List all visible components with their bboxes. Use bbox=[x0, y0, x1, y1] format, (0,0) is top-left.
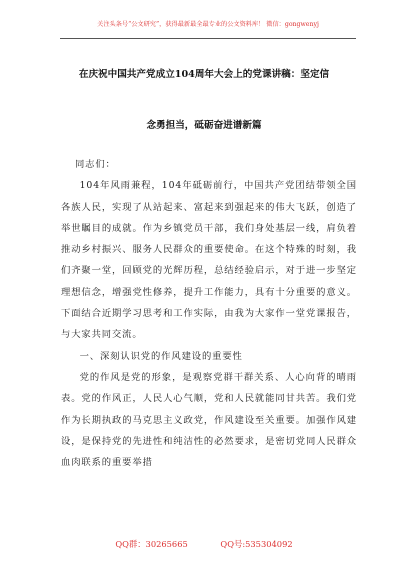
greeting: 同志们： bbox=[74, 159, 116, 170]
document-body bbox=[61, 154, 357, 473]
footer-qq-number: QQ号:535304092 bbox=[220, 539, 293, 549]
promo-header: 关注头条号“公文研究”，获得最新最全最专业的公文资料库！ 微信：gongwenyj bbox=[97, 21, 319, 28]
header-divider bbox=[60, 38, 356, 39]
footer-contact bbox=[0, 538, 408, 550]
section-heading-1: 一、深刻认识党的作风建设的重要性 bbox=[79, 350, 243, 362]
document-title-line-2: 念勇担当，砥砺奋进谱新篇 bbox=[146, 120, 262, 131]
paragraph-intro: 104年风雨兼程，104年砥砺前行，中国共产党团结带领全国各族人民，实现了从站起来、富起来到强起来的伟大飞跃，创造了举世瞩目的成就。作为乡镇党员干部，我们身处基层一线，肩负着推动乡村振兴、服务人民群众的重要使命。在这个特殊的时刻，我们齐聚一堂，回顾党的光辉历程，总结经验启示，对于进一步坚定理想信念，增强党性修养，提升工作能力，具有十分重要的意义。下面结合近期学习思考和工作实际，由我为大家作一堂党课报告，与大家共同交流。 bbox=[61, 180, 357, 341]
footer-qq-group: QQ群：30265665 bbox=[115, 539, 188, 549]
document-title-line-1: 在庆祝中国共产党成立104周年大会上的党课讲稿：坚定信 bbox=[78, 69, 330, 80]
paragraph-section-1: 党的作风是党的形象，是观察党群干群关系、人心向背的晴雨表。党的作风正，人民人心气顺，党和人民就能同甘共苦。我们党作为长期执政的马克思主义政党，作风建设至关重要。加强作风建设，是保持党的先进性和纯洁性的必然要求，是密切党同人民群众血肉联系的重要举措 bbox=[61, 371, 357, 469]
